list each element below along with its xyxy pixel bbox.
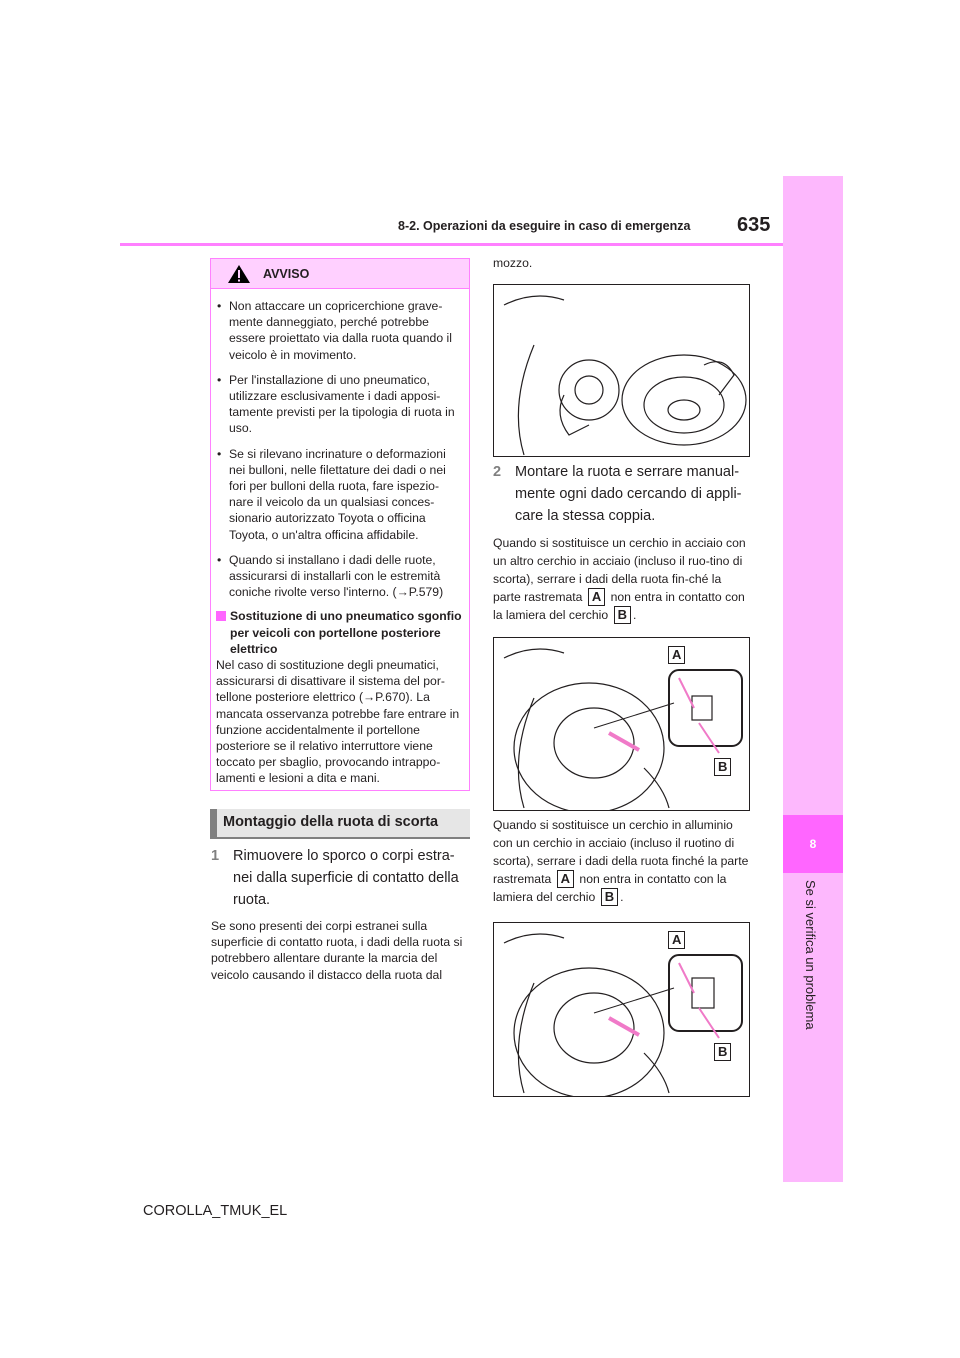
step-2	[493, 461, 750, 624]
label-a: A	[668, 646, 685, 664]
note-aluminium	[493, 816, 750, 906]
step-1	[211, 845, 466, 983]
label-a: A	[557, 870, 574, 888]
illustration-steel-nut	[493, 637, 750, 811]
warning-subheading	[211, 608, 469, 657]
warning-subheading-text: Sostituzione di uno pneumatico sgonfio per veicoli con portellone posteriore elettrico	[230, 609, 462, 656]
aluminium-nut-illustration	[494, 923, 749, 1096]
wheel-cleaning-illustration	[494, 285, 749, 456]
warning-bullet: • Quando si installano i dadi delle ruote, assicurarsi di installarli con le estremità coniche rivolte verso l'interno. (→P.579)	[211, 552, 469, 601]
warning-title: AVVISO	[263, 266, 310, 281]
warning-header	[211, 259, 469, 289]
chapter-title-text: Se si verifica un problema	[803, 880, 818, 1030]
note-aluminium-text: Quando si sostituisce un cerchio in alluminio con un cerchio in acciaio (incluso il ruotino di scorta), serrare i dadi della ruota finché la parte rastremata	[493, 818, 749, 886]
warning-bullet: • Se si rilevano incrinature o deformazioni nei bulloni, nelle filettature dei dadi o nei fori per bulloni della ruota, fare ispezio-nare il veicolo da un qualsiasi conces-sionario autorizzato Toyota o officina Toyota, o un'altra officina affidabile.	[211, 446, 469, 543]
note-steel-cont: non entra in contatto con la lamiera del cerchio	[493, 590, 745, 622]
section-header: 8-2. Operazioni da eseguire in caso di emergenza	[398, 219, 691, 233]
warning-bullet: • Non attaccare un copricerchione grave-mente danneggiato, perché potrebbe essere proiettato via dalla ruota quando il veicolo è in movimento.	[211, 298, 469, 363]
step-detail-continued: mozzo.	[493, 256, 533, 270]
step-text: Montare la ruota e serrare manual-mente ogni dado cercando di appli-care la stessa coppia.	[515, 464, 742, 524]
warning-paragraph: Nel caso di sostituzione degli pneumatici, assicurarsi di disattivare il sistema del por-tellone posteriore elettrico (→P.670). La mancata osservanza potrebbe fare entrare in funzione accidentalmente il portellone posteriore se il relativo interruttore viene toccato per sbaglio, provocando intrappo-lamenti e lesioni a dita e mani.	[216, 658, 460, 786]
period: .	[632, 608, 637, 622]
label-a: A	[588, 588, 605, 606]
illustration-clean-hub	[493, 284, 750, 457]
step-text: Rimuovere lo sporco o corpi estra-nei dalla superficie di contatto della ruota.	[233, 848, 459, 908]
period: .	[620, 890, 624, 904]
warning-box	[210, 258, 470, 791]
footer-model-code: COROLLA_TMUK_EL	[143, 1203, 288, 1219]
chapter-tab-active[interactable]: 8	[783, 815, 843, 873]
label-b: B	[614, 606, 631, 624]
header-rule	[120, 243, 783, 246]
illustration-aluminium-nut	[493, 922, 750, 1097]
page-number: 635	[737, 214, 771, 236]
section-title: Montaggio della ruota di scorta	[210, 809, 470, 839]
label-b: B	[714, 1043, 731, 1061]
square-bullet-icon	[216, 611, 226, 621]
label-a: A	[668, 931, 685, 949]
warning-bullet: • Per l'installazione di uno pneumatico, utilizzare esclusivamente i dadi apposi-tamente previsti per la tipologia di ruota in uso.	[211, 372, 469, 437]
label-b: B	[714, 758, 731, 776]
label-b: B	[601, 888, 618, 906]
chapter-title	[783, 880, 843, 1180]
steel-nut-illustration	[494, 638, 749, 810]
note-steel: Quando si sostituisce un cerchio in acciaio con un altro cerchio in acciaio (incluso il ruo-tino di scorta), serrare i dadi della ruota fin-ché la parte rastremata	[493, 536, 746, 604]
step-number: 1	[211, 848, 220, 864]
step-number: 2	[493, 464, 502, 480]
step-detail: Se sono presenti dei corpi estranei sulla superficie di contatto ruota, i dadi della ruota si potrebbero allentare durante la marcia del veicolo causando il distacco della ruota dal	[211, 919, 463, 982]
note-aluminium-cont: non entra in contatto con la lamiera del cerchio	[493, 872, 727, 904]
warning-triangle-icon	[227, 264, 251, 284]
